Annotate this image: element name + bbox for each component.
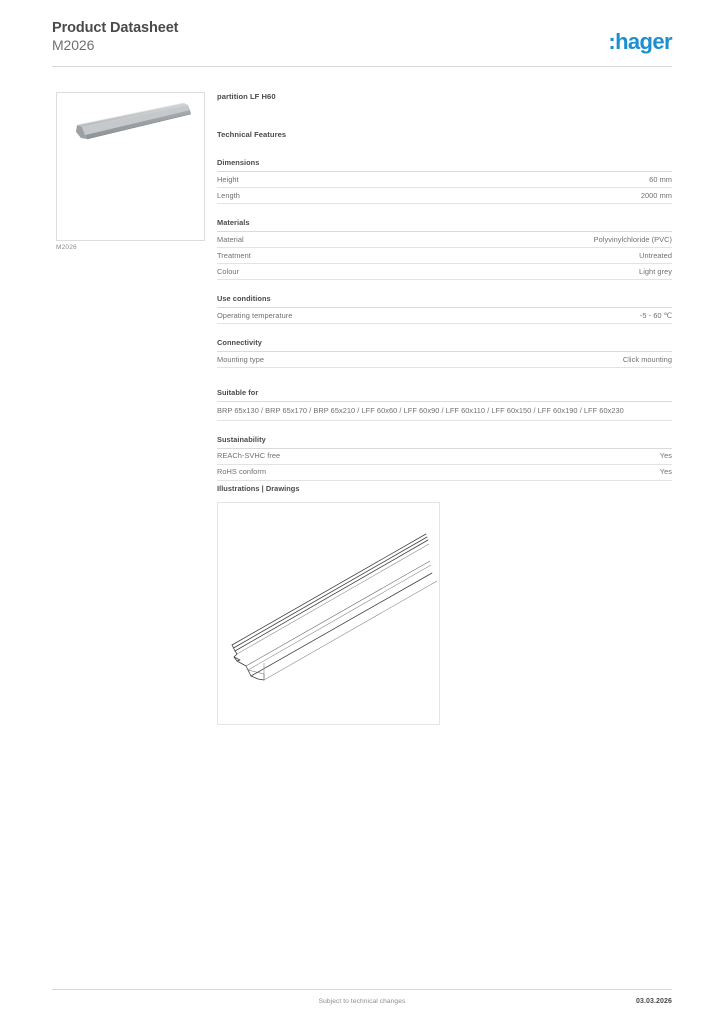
footer-note: Subject to technical changes xyxy=(318,998,406,1005)
page-header xyxy=(52,20,672,68)
spec-group-suitable-for xyxy=(217,388,672,421)
table-row xyxy=(217,449,672,465)
row-label: Mounting type xyxy=(217,354,265,364)
row-value: Click mounting xyxy=(622,354,672,364)
spec-group-use-conditions xyxy=(217,294,672,324)
technical-features-heading: Technical Features xyxy=(217,130,287,139)
table-row xyxy=(217,465,672,481)
page-footer xyxy=(52,998,672,1010)
spec-group-dimensions xyxy=(217,158,672,204)
spec-group-sustainability xyxy=(217,435,672,481)
row-value: Yes xyxy=(659,451,672,460)
table-row xyxy=(217,188,672,204)
table-row xyxy=(217,232,672,248)
thumbnail-caption: M2026 xyxy=(56,244,77,251)
row-value: Light grey xyxy=(639,266,672,276)
page-subtitle-product-code: M2026 xyxy=(52,37,95,53)
row-value: -5 - 60 ℃ xyxy=(639,310,672,320)
group-title: Use conditions xyxy=(217,294,672,308)
hager-logo: :hager xyxy=(608,29,672,54)
partition-profile-line-drawing xyxy=(218,503,437,722)
row-value: Untreated xyxy=(639,250,672,260)
group-title: Connectivity xyxy=(217,338,672,352)
suitable-for-text: BRP 65x130 / BRP 65x170 / BRP 65x210 / LFF 60x60 / LFF 60x90 / LFF 60x110 / LFF 60x150 / LFF 60x190 / LFF 60x230 xyxy=(217,402,672,421)
illustrations-heading: Illustrations | Drawings xyxy=(217,484,300,493)
row-label: Material xyxy=(217,234,244,244)
group-title: Dimensions xyxy=(217,158,672,172)
table-row xyxy=(217,264,672,280)
partition-profile-photo xyxy=(57,93,202,238)
row-value: 60 mm xyxy=(649,174,672,184)
row-label: Colour xyxy=(217,266,240,276)
row-label: Length xyxy=(217,190,240,200)
spec-group-materials xyxy=(217,218,672,280)
spec-group-connectivity xyxy=(217,338,672,368)
row-value: 2000 mm xyxy=(640,190,672,200)
footer-divider xyxy=(52,989,672,990)
row-label: Treatment xyxy=(217,250,251,260)
row-label: Height xyxy=(217,174,239,184)
row-label: RoHS conform xyxy=(217,467,267,476)
table-row xyxy=(217,352,672,368)
product-photo-thumbnail xyxy=(56,92,205,241)
header-divider xyxy=(52,66,672,67)
footer-date: 03.03.2026 xyxy=(635,998,672,1005)
table-row xyxy=(217,308,672,324)
group-title: Materials xyxy=(217,218,672,232)
group-title: Suitable for xyxy=(217,388,672,402)
row-value: Polyvinylchloride (PVC) xyxy=(593,234,672,244)
specification-column xyxy=(217,92,672,495)
group-title: Sustainability xyxy=(217,435,672,449)
table-row xyxy=(217,172,672,188)
row-value: Yes xyxy=(659,467,672,476)
table-row xyxy=(217,248,672,264)
row-label: REACh-SVHC free xyxy=(217,451,281,460)
product-name: partition LF H60 xyxy=(217,92,276,101)
row-label: Operating temperature xyxy=(217,310,293,320)
page-title: Product Datasheet xyxy=(52,20,179,36)
technical-drawing-box xyxy=(217,502,440,725)
